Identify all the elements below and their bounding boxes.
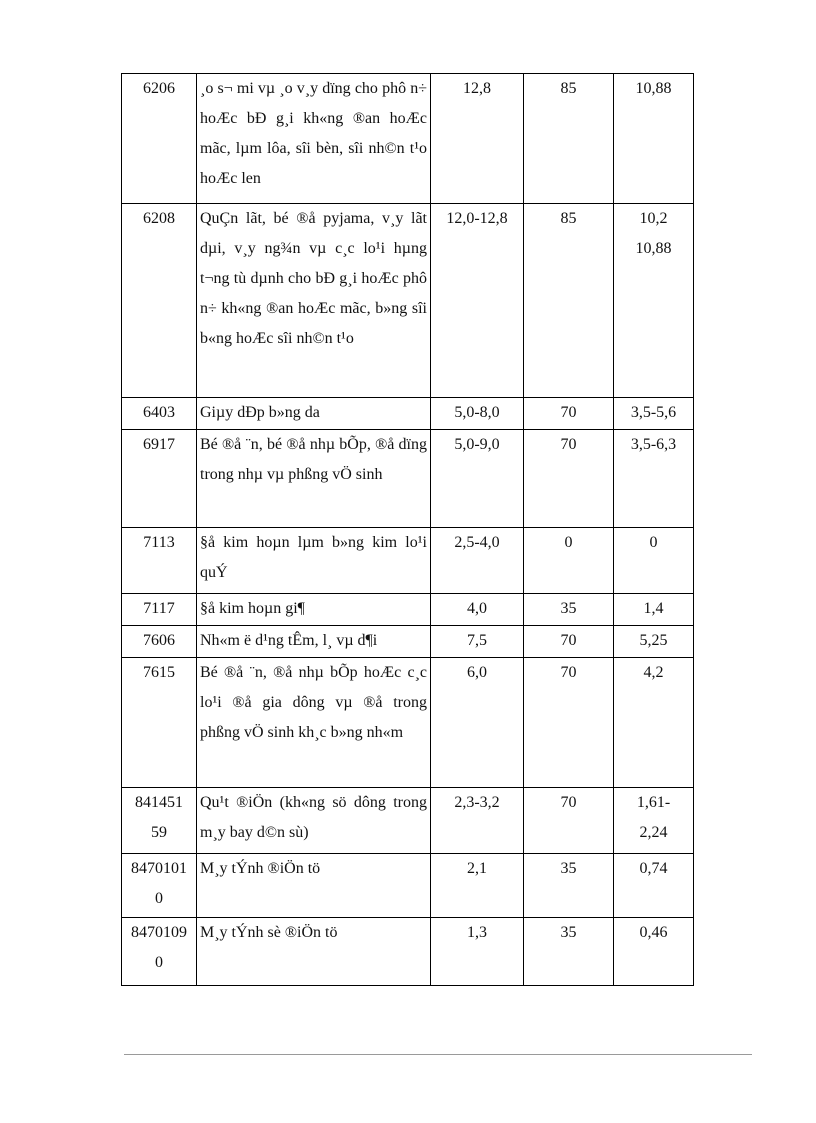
value-cell: 35 xyxy=(524,594,614,626)
hs-code-cell: 7606 xyxy=(122,626,197,658)
hs-code-cell: 7113 xyxy=(122,528,197,594)
description-cell: Nh«m ë d¹ng tÊm, l¸ vµ d¶i xyxy=(197,626,431,658)
value-cell: 70 xyxy=(524,398,614,430)
value-cell: 5,0-9,0 xyxy=(431,430,524,528)
value-cell: 6,0 xyxy=(431,658,524,788)
description-cell: §å kim hoµn lµm b»ng kim lo¹i quÝ xyxy=(197,528,431,594)
value-cell: 1,3 xyxy=(431,918,524,986)
table-row xyxy=(122,854,694,918)
value-cell: 70 xyxy=(524,658,614,788)
value-cell: 70 xyxy=(524,430,614,528)
value-cell: 7,5 xyxy=(431,626,524,658)
value-cell: 12,0-12,8 xyxy=(431,204,524,398)
description-cell: Bé ®å ¨n, bé ®å nhµ bÕp, ®å dïng trong nhµ vµ phßng vÖ sinh xyxy=(197,430,431,528)
value-cell: 85 xyxy=(524,74,614,204)
hs-code-cell: 7615 xyxy=(122,658,197,788)
table-row xyxy=(122,658,694,788)
value-cell: 10,2 10,88 xyxy=(614,204,694,398)
table-row xyxy=(122,430,694,528)
table-row xyxy=(122,74,694,204)
value-cell: 35 xyxy=(524,854,614,918)
description-cell: Giµy dÐp b»ng da xyxy=(197,398,431,430)
tariff-table xyxy=(121,73,694,986)
table-row xyxy=(122,398,694,430)
value-cell: 4,2 xyxy=(614,658,694,788)
description-cell: Bé ®å ¨n, ®å nhµ bÕp hoÆc c¸c lo¹i ®å gia dông vµ ®å trong phßng vÖ sinh kh¸c b»ng nh«m xyxy=(197,658,431,788)
table-row xyxy=(122,528,694,594)
table-row xyxy=(122,918,694,986)
value-cell: 2,3-3,2 xyxy=(431,788,524,854)
description-cell: M¸y tÝnh sè ®iÖn tö xyxy=(197,918,431,986)
value-cell: 70 xyxy=(524,788,614,854)
value-cell: 1,61- 2,24 xyxy=(614,788,694,854)
description-cell: Qu¹t ®iÖn (kh«ng sö dông trong m¸y bay d©n sù) xyxy=(197,788,431,854)
value-cell: 3,5-5,6 xyxy=(614,398,694,430)
hs-code-cell: 8470101 0 xyxy=(122,854,197,918)
description-cell: ¸o s¬ mi vµ ¸o v¸y dïng cho phô n÷ hoÆc bÐ g¸i kh«ng ®an hoÆc mãc, lµm lôa, sîi bèn, sîi nh©n t¹o hoÆc len xyxy=(197,74,431,204)
value-cell: 85 xyxy=(524,204,614,398)
value-cell: 0 xyxy=(524,528,614,594)
hs-code-cell: 6208 xyxy=(122,204,197,398)
hs-code-cell: 6206 xyxy=(122,74,197,204)
table-row xyxy=(122,204,694,398)
value-cell: 0,46 xyxy=(614,918,694,986)
value-cell: 35 xyxy=(524,918,614,986)
value-cell: 2,5-4,0 xyxy=(431,528,524,594)
value-cell: 10,88 xyxy=(614,74,694,204)
description-cell: §å kim hoµn gi¶ xyxy=(197,594,431,626)
value-cell: 4,0 xyxy=(431,594,524,626)
value-cell: 0 xyxy=(614,528,694,594)
value-cell: 12,8 xyxy=(431,74,524,204)
table-row xyxy=(122,788,694,854)
hs-code-cell: 6917 xyxy=(122,430,197,528)
description-cell: QuÇn lãt, bé ®å pyjama, v¸y lãt dµi, v¸y ng¾n vµ c¸c lo¹i hµng t¬ng tù dµnh cho bÐ g¸i hoÆc phô n÷ kh«ng ®an hoÆc mãc, b»ng sîi b«ng hoÆc sîi nh©n t¹o xyxy=(197,204,431,398)
hs-code-cell: 841451 59 xyxy=(122,788,197,854)
value-cell: 0,74 xyxy=(614,854,694,918)
value-cell: 2,1 xyxy=(431,854,524,918)
footer-divider xyxy=(124,1054,752,1055)
value-cell: 1,4 xyxy=(614,594,694,626)
value-cell: 3,5-6,3 xyxy=(614,430,694,528)
value-cell: 70 xyxy=(524,626,614,658)
table-row xyxy=(122,594,694,626)
value-cell: 5,25 xyxy=(614,626,694,658)
hs-code-cell: 8470109 0 xyxy=(122,918,197,986)
description-cell: M¸y tÝnh ®iÖn tö xyxy=(197,854,431,918)
table-row xyxy=(122,626,694,658)
hs-code-cell: 7117 xyxy=(122,594,197,626)
value-cell: 5,0-8,0 xyxy=(431,398,524,430)
hs-code-cell: 6403 xyxy=(122,398,197,430)
